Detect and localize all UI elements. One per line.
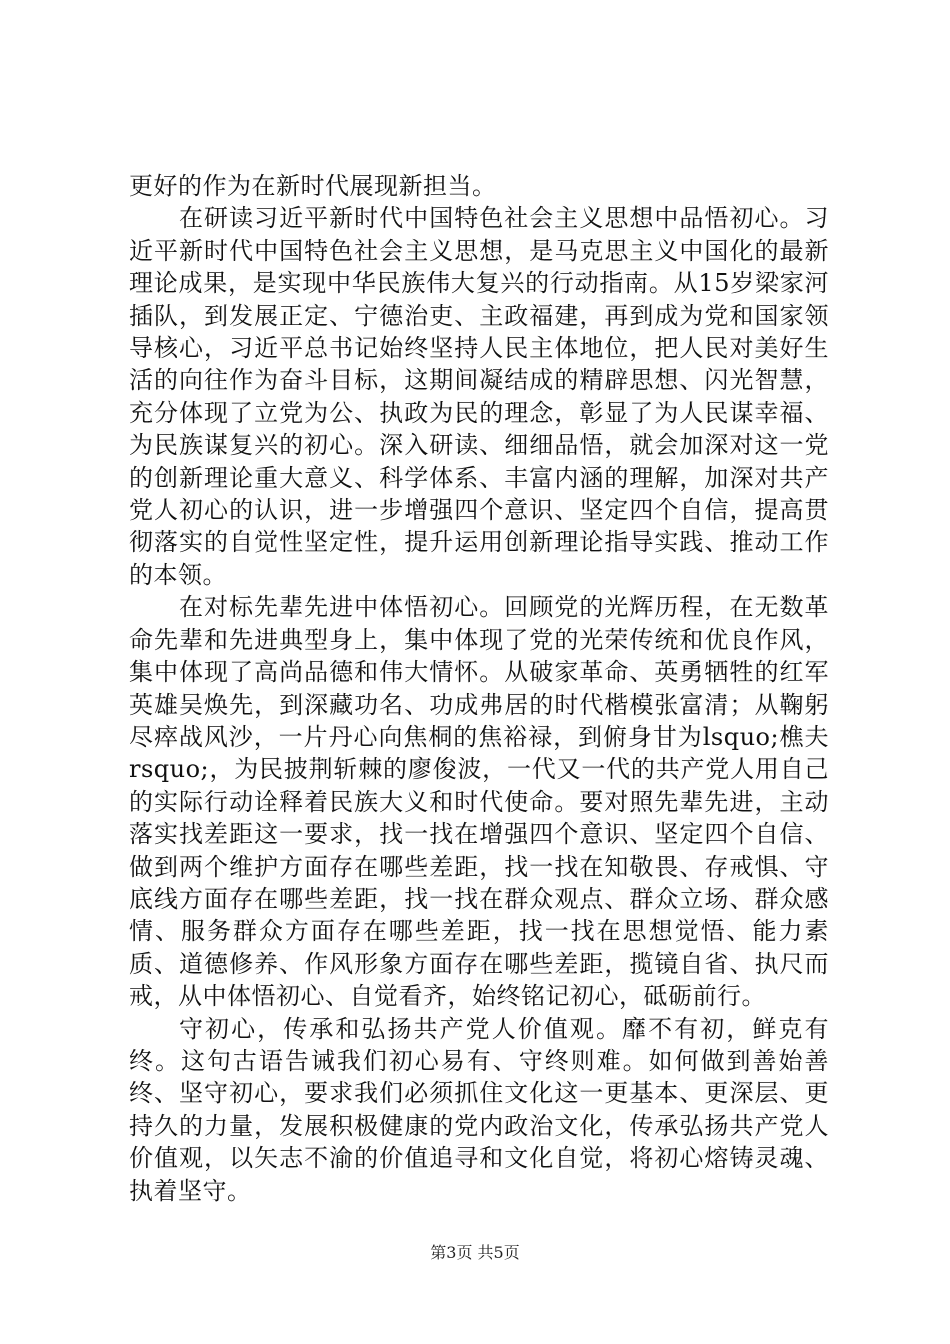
document-body xyxy=(129,170,829,1207)
paragraph-continuation: 更好的作为在新时代展现新担当。 xyxy=(129,172,497,200)
paragraph-benchmark-pioneers: 在对标先辈先进中体悟初心。回顾党的光辉历程，在无数革命先辈和先进典型身上，集中体现了党的光荣传统和优良作风，集中体现了高尚品德和伟大情怀。从破家革命、英勇牺牲的红军英雄吴焕先，到深藏功名、功成弗居的时代楷模张富清；从鞠躬尽瘁战风沙，一片丹心向焦桐的焦裕禄，到俯身甘为lsquo;樵夫rsquo;，为民披荆斩棘的廖俊波，一代又一代的共产党人用自己的实际行动诠释着民族大义和时代使命。要对照先辈先进，主动落实找差距这一要求，找一找在增强四个意识、坚定四个自信、做到两个维护方面存在哪些差距，找一找在知敬畏、存戒惧、守底线方面存在哪些差距，找一找在群众观点、群众立场、群众感情、服务群众方面存在哪些差距，找一找在思想觉悟、能力素质、道德修养、作风形象方面存在哪些差距，揽镜自省、执尺而戒，从中体悟初心、自觉看齐，始终铭记初心，砥砺前行。 xyxy=(129,593,829,1011)
page-footer: 第3页 共5页 xyxy=(430,1243,520,1262)
paragraph-study-thought: 在研读习近平新时代中国特色社会主义思想中品悟初心。习近平新时代中国特色社会主义思想，是马克思主义中国化的最新理论成果，是实现中华民族伟大复兴的行动指南。从15岁梁家河插队，到发展正定、宁德治吏、主政福建，再到成为党和国家领导核心，习近平总书记始终坚持人民主体地位，把人民对美好生活的向往作为奋斗目标，这期间凝结成的精辟思想、闪光智慧，充分体现了立党为公、执政为民的理念，彰显了为人民谋幸福、为民族谋复兴的初心。深入研读、细细品悟，就会加深对这一党的创新理论重大意义、科学体系、丰富内涵的理解，加深对共产党人初心的认识，进一步增强四个意识、坚定四个自信，提高贯彻落实的自觉性坚定性，提升运用创新理论指导实践、推动工作的本领。 xyxy=(129,204,829,589)
paragraph-keep-original-aspiration: 守初心，传承和弘扬共产党人价值观。靡不有初，鲜克有终。这句古语告诫我们初心易有、守终则难。如何做到善始善终、坚守初心，要求我们必须抓住文化这一更基本、更深层、更持久的力量，发展积极健康的党内政治文化，传承弘扬共产党人价值观，以矢志不渝的价值追寻和文化自觉，将初心熔铸灵魂、执着坚守。 xyxy=(129,1014,829,1205)
